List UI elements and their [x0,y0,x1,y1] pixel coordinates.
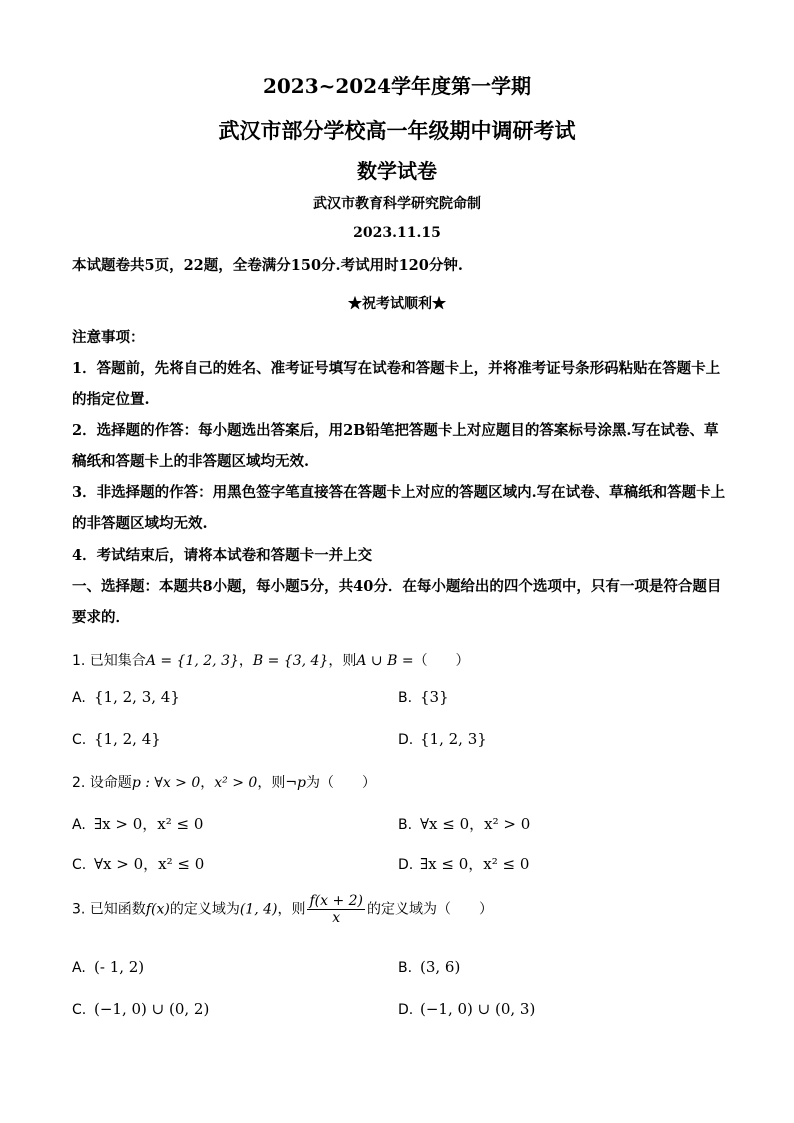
option-label: D. [398,1002,414,1018]
exam-title: 武汉市部分学校高一年级期中调研考试 [218,118,576,143]
option-label: A. [72,690,86,706]
option-label: B. [398,690,413,706]
q3-fraction-denominator: x [332,910,341,926]
question-1-stem [72,650,752,670]
q3-text-d: 的定义域为（ ） [367,901,494,918]
option-text: (−1, 0) ∪ (0, 2) [94,1000,210,1018]
option-text: {1, 2, 3} [420,730,487,748]
note-item-3: 3．非选择题的作答：用黑色签字笔直接答在答题卡上对应的答题区域内.写在试卷、草稿纸和答题卡上的非答题区域均无效. [72,484,726,532]
q3-text-c: ，则 [277,901,306,918]
q2-text-c: 为（ ） [306,775,377,791]
q1-union: A ∪ B = [356,653,414,669]
question-3-stem [72,893,752,926]
option-text: ∀x ≤ 0，x² > 0 [420,815,531,833]
notes-title: 注意事项： [72,329,145,346]
q1-brackets: （ ） [413,653,470,669]
option-text: {1, 2, 3, 4} [94,688,180,706]
q3-fraction-numerator: f(x + 2) [309,893,364,909]
q3-option-a [72,958,144,976]
q1-text-a: 1. 已知集合 [72,653,146,669]
note-item-2: 2．选择题的作答：每小题选出答案后，用2B铅笔把答题卡上对应题目的答案标号涂黑.写在试卷、草稿纸和答题卡上的非答题区域均无效. [72,422,719,470]
option-label: B. [398,817,413,833]
q1-text-b: ，则 [328,653,357,669]
exam-info: 本试题卷共5页，22题，全卷满分150分.考试用时120分钟. [72,257,463,274]
q1-option-b [398,688,449,706]
q1-option-d [398,730,487,748]
option-text: (−1, 0) ∪ (0, 3) [420,1000,536,1018]
q2-option-c [72,853,204,874]
q3-fraction [307,893,365,926]
q1-set-a: A = {1, 2, 3} [145,653,239,669]
q3-option-d [398,1000,535,1018]
option-label: C. [72,732,87,748]
q3-option-b [398,958,460,976]
option-text: ∀x > 0，x² ≤ 0 [94,855,205,873]
q2-text-b: ，则 [257,775,286,791]
q3-text-a: 3. 已知函数 [72,901,146,918]
q2-sep: ， [200,775,215,791]
q2-proposition: p : ∀x > 0 [131,775,201,791]
option-text: {3} [420,688,449,706]
q3-text-b: 的定义域为 [169,901,240,918]
section-one-heading: 一、选择题：本题共8小题，每小题5分，共40分．在每小题给出的四个选项中，只有一项是符合题目要求的． [72,578,722,626]
subject-title: 数学试卷 [357,159,437,183]
q3-domain: (1, 4) [239,901,278,918]
option-label: A. [72,960,86,976]
q2-inequality: x² > 0 [214,775,258,791]
q2-option-b [398,813,530,834]
question-2-stem [72,772,752,792]
exam-date: 2023.11.15 [353,225,441,241]
option-label: C. [72,1002,87,1018]
q3-function: f(x) [145,901,170,918]
q1-set-b: B = {3, 4} [252,653,329,669]
option-label: D. [398,732,414,748]
q2-negation: ¬p [285,775,307,791]
q1-option-c [72,730,161,748]
option-label: B. [398,960,413,976]
year-term-title: 2023~2024学年度第一学期 [262,74,532,98]
q1-option-a [72,688,180,706]
option-text: (3, 6) [420,958,461,976]
note-item-1: 1．答题前，先将自己的姓名、准考证号填写在试卷和答题卡上，并将准考证号条形码粘贴在答题卡上的指定位置. [72,360,721,408]
option-label: D. [398,857,414,873]
q2-option-d [398,853,529,874]
q2-option-a [72,813,203,834]
q1-sep: ， [238,653,253,669]
option-label: A. [72,817,86,833]
author-line: 武汉市教育科学研究院命制 [313,196,481,212]
option-text: ∃x ≤ 0，x² ≤ 0 [420,855,530,873]
option-text: (- 1, 2) [94,958,145,976]
option-text: {1, 2, 4} [94,730,161,748]
option-text: ∃x > 0，x² ≤ 0 [94,815,204,833]
q2-text-a: 2. 设命题 [72,775,132,791]
good-luck-line: ★祝考试顺利★ [348,296,446,312]
q3-option-c [72,1000,209,1018]
option-label: C. [72,857,87,873]
note-item-4: 4．考试结束后，请将本试卷和答题卡一并上交 [72,547,373,564]
